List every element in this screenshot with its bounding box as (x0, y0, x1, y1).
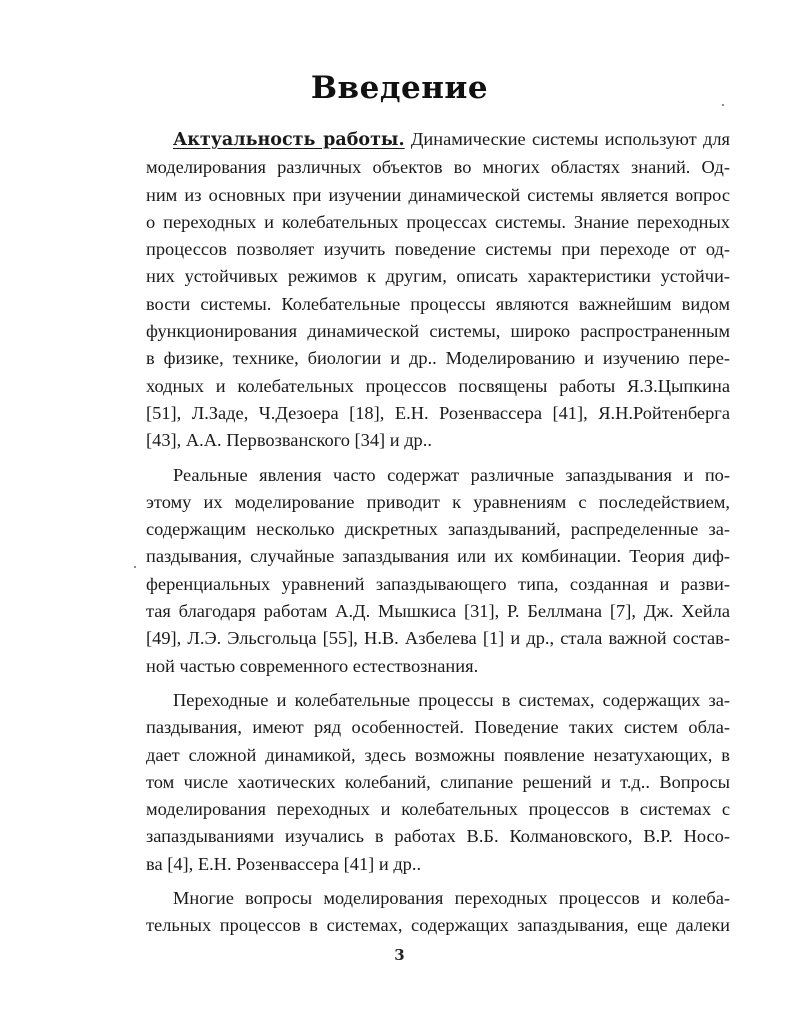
text-line: ним из основных при изучении динамической системы является вопрос (146, 184, 730, 205)
text-line: Реальные явления часто содержат различные запаздывания и по- (173, 464, 730, 485)
text-line: [43], А.А. Первозванского [34] и др.. (146, 430, 432, 451)
text-line: Переходные и колебательные процессы в системах, содержащих за- (173, 689, 730, 710)
text-line: паздывания, имеют ряд особенностей. Поведение таких систем обла- (146, 717, 730, 738)
text-line: о переходных и колебательных процессах системы. Знание переходных (146, 211, 730, 232)
section-lead: Актуальность работы. (173, 130, 405, 150)
text-line: в физике, технике, биологии и др.. Моделированию и изучению пере- (146, 348, 730, 369)
text-line: ной частью современного естествознания. (146, 655, 479, 676)
text-line: Актуальность работы. Динамические системы используют для (173, 129, 730, 150)
text-line: запаздываниями изучались в работах В.Б. Колмановского, В.Р. Носо- (146, 826, 730, 847)
paragraph-features (146, 687, 730, 878)
text-line: [49], Л.Э. Эльсгольца [55], Н.В. Азбелева [1] и др., стала важной состав- (146, 628, 730, 649)
text-line: содержащим несколько дискретных запаздываний, распределенные за- (146, 519, 730, 540)
paragraph-delays (146, 462, 730, 680)
text-line: процессов позволяет изучить поведение системы при переходе от од- (146, 239, 730, 260)
page-number: 3 (394, 946, 405, 964)
paragraph-open-questions (146, 885, 730, 940)
text-line: паздывания, случайные запаздывания или их комбинации. Теория диф- (146, 546, 730, 567)
text-line: них устойчивых режимов к другим, описать характеристики устойчи- (146, 266, 730, 287)
body-text (146, 126, 730, 947)
text-line: вости системы. Колебательные процессы являются важнейшим видом (146, 293, 730, 314)
text-line: моделирования различных объектов во многих областях знаний. Од- (146, 157, 730, 178)
page-title: Введение (310, 70, 489, 106)
scan-speck (134, 566, 136, 568)
text-line: [51], Л.Заде, Ч.Дезоера [18], Е.Н. Розенвассера [41], Я.Н.Ройтенберга (146, 402, 730, 423)
text-line: моделирования переходных и колебательных процессов в системах с (146, 799, 730, 820)
text-line: ференциальных уравнений запаздывающего типа, созданная и разви- (146, 573, 730, 594)
text-line: том числе хаотических колебаний, слипание решений и т.д.. Вопросы (146, 771, 730, 792)
paragraph-relevance (146, 126, 730, 455)
text-line: функционирования динамической системы, широко распространенным (146, 321, 730, 342)
scan-speck (722, 104, 724, 106)
text-line: Многие вопросы моделирования переходных процессов и колеба- (173, 888, 730, 909)
text-line: ва [4], Е.Н. Розенвассера [41] и др.. (146, 853, 422, 874)
text-line: тельных процессов в системах, содержащих запаздывания, еще далеки (146, 915, 730, 936)
text-line: ходных и колебательных процессов посвящены работы Я.З.Цыпкина (146, 375, 730, 396)
text-line: тая благодаря работам А.Д. Мышкиса [31], Р. Беллмана [7], Дж. Хейла (146, 601, 730, 622)
text-line: дает сложной динамикой, здесь возможны появление незатухающих, в (146, 744, 730, 765)
text-line: этому их моделирование приводит к уравнениям с последействием, (146, 491, 730, 512)
